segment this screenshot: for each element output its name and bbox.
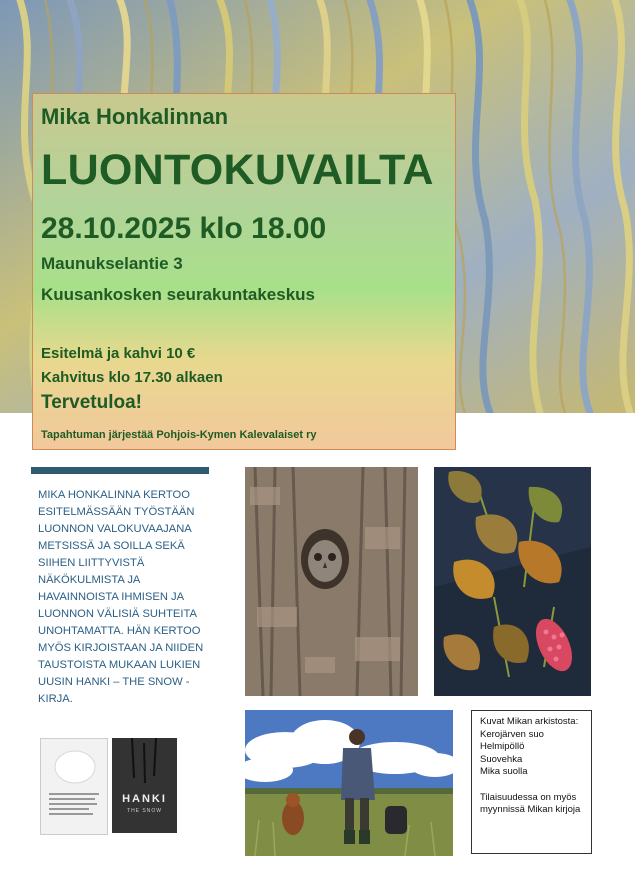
caption-heading: Kuvat Mikan arkistosta: <box>480 716 579 727</box>
event-coffee-time: Kahvitus klo 17.30 alkaen <box>41 369 223 386</box>
event-address-venue: Kuusankosken seurakuntakeskus <box>41 285 316 304</box>
book-front-cover <box>112 738 177 833</box>
event-title: LUONTOKUVAILTA <box>41 146 434 194</box>
author-name: Mika Honkalinnan <box>41 104 229 129</box>
photo-owl-in-tree <box>245 467 418 696</box>
caption-item-helmipollo: Helmipöllö <box>480 741 525 752</box>
event-date-time: 28.10.2025 klo 18.00 <box>41 212 327 245</box>
welcome-text: Tervetuloa! <box>41 392 143 413</box>
event-price: Esitelmä ja kahvi 10 € <box>41 345 196 362</box>
photo-suovehka-plant <box>434 467 591 696</box>
book-title: HANKI <box>122 793 167 805</box>
organizer-text: Tapahtuman järjestää Pohjois-Kymen Kalevalaiset ry <box>41 429 317 441</box>
section-divider-bar <box>31 467 209 474</box>
photo-mika-on-bog <box>245 710 453 856</box>
caption-item-kerojarvi: Kerojärven suo <box>480 728 544 740</box>
caption-book-sale-note: Tilaisuudessa on myös myynnissä Mikan kirjoja <box>480 791 581 815</box>
caption-item-mika-suolla: Mika suolla <box>480 766 528 777</box>
book-subtitle: THE SNOW <box>127 808 162 814</box>
event-description: MIKA HONKALINNA KERTOO ESITELMÄSSÄÄN TYÖSTÄÄN LUONNON VALOKUVAAJANA METSISSÄ JA SOILLA SEKÄ SIIHEN LIITTYVISTÄ NÄKÖKULMISTA JA HAVAINNOISTA IHMISEN JA LUONNON VÄLISIÄ SUHTEITA UNOHTAMATTA. HÄN KERTOO MYÖS KIRJOISTAAN JA NIIDEN TAUSTOISTA MUKAAN LUKIEN UUSIN HANKI – THE SNOW -KIRJA. <box>38 489 204 705</box>
event-info-box <box>32 93 456 450</box>
caption-item-suovehka: Suovehka <box>480 753 523 765</box>
photo-caption-box <box>471 710 592 854</box>
book-back-cover <box>40 738 108 835</box>
event-address-street: Maunukselantie 3 <box>41 254 183 273</box>
